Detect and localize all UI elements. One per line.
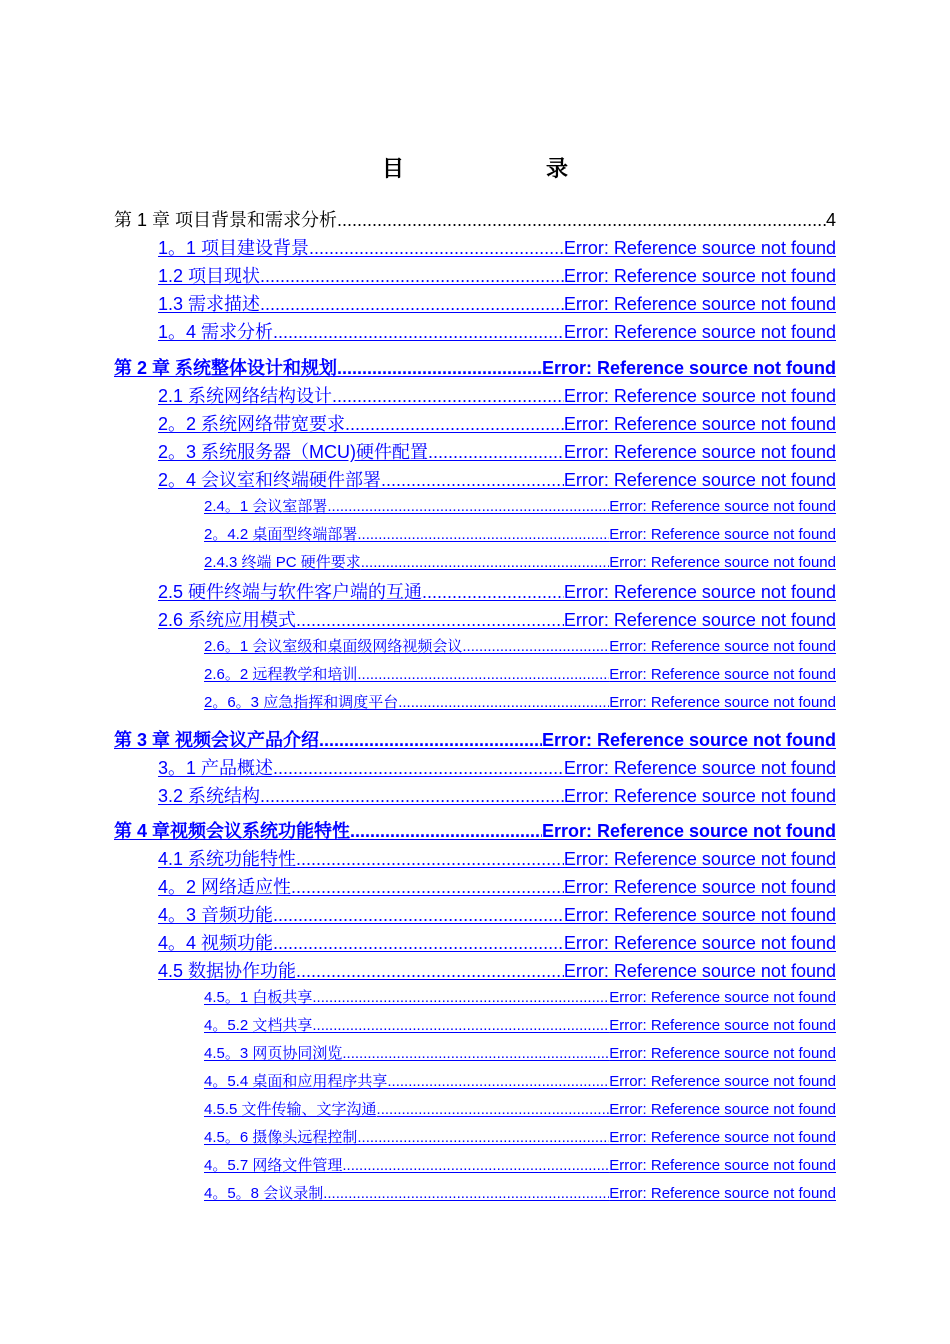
toc-entry[interactable]: [114, 356, 836, 380]
toc-entry-page: 4: [825, 210, 836, 230]
toc-entry[interactable]: [204, 1100, 836, 1120]
toc-dot-leader: [342, 1156, 609, 1176]
toc-dot-leader: [357, 665, 609, 685]
toc-dot-leader: [273, 756, 564, 780]
toc-entry-page: Error: Reference source not found: [563, 266, 836, 286]
toc-entry[interactable]: [204, 1128, 836, 1148]
toc-entry[interactable]: [204, 497, 836, 517]
toc-entry-page: Error: Reference source not found: [609, 554, 836, 571]
toc-entry-label: 2。4 会议室和终端硬件部署: [158, 470, 382, 490]
toc-entry-label: 1.2 项目现状: [158, 266, 261, 286]
toc-dot-leader: [398, 693, 609, 713]
toc-entry[interactable]: [158, 903, 836, 927]
toc-entry[interactable]: [204, 1156, 836, 1176]
toc-entry[interactable]: [158, 412, 836, 436]
toc-entry-label: 4。5.4 桌面和应用程序共享: [204, 1073, 388, 1090]
toc-entry-page: Error: Reference source not found: [609, 694, 836, 711]
toc-entry[interactable]: [204, 1016, 836, 1036]
toc-entry-page: Error: Reference source not found: [563, 414, 836, 434]
toc-entry[interactable]: [158, 580, 836, 604]
toc-dot-leader: [273, 320, 564, 344]
toc-dot-leader: [296, 959, 564, 983]
toc-dot-leader: [357, 1128, 609, 1148]
toc-entry: [114, 208, 836, 232]
toc-entry[interactable]: [204, 665, 836, 685]
toc-entry-page: Error: Reference source not found: [563, 961, 836, 981]
toc-entry-page: Error: Reference source not found: [609, 1101, 836, 1118]
toc-dot-leader: [422, 580, 564, 604]
toc-entry-page: Error: Reference source not found: [563, 322, 836, 342]
toc-entry-page: Error: Reference source not found: [563, 786, 836, 806]
toc-dot-leader: [361, 553, 610, 573]
toc-entry[interactable]: [158, 608, 836, 632]
toc-dot-leader: [387, 1072, 609, 1092]
toc-entry[interactable]: [158, 875, 836, 899]
toc-entry-page: Error: Reference source not found: [541, 358, 836, 378]
toc-entry-page: Error: Reference source not found: [563, 905, 836, 925]
toc-entry-label: 2.4。1 会议室部署: [204, 498, 328, 515]
toc-dot-leader: [345, 412, 564, 436]
toc-dot-leader: [350, 819, 542, 843]
toc-entry[interactable]: [158, 320, 836, 344]
toc-entry-label: 4。3 音频功能: [158, 905, 274, 925]
toc-dot-leader: [381, 468, 564, 492]
toc-entry-page: Error: Reference source not found: [609, 666, 836, 683]
toc-entry-page: Error: Reference source not found: [609, 1017, 836, 1034]
toc-dot-leader: [337, 356, 542, 380]
toc-entry-label: 4.5。3 网页协同浏览: [204, 1045, 343, 1062]
toc-entry-page: Error: Reference source not found: [563, 877, 836, 897]
toc-dot-leader: [309, 236, 564, 260]
toc-dot-leader: [377, 1100, 610, 1120]
toc-entry-label: 1。4 需求分析: [158, 322, 274, 342]
toc-entry[interactable]: [204, 1184, 836, 1204]
toc-entry[interactable]: [158, 468, 836, 492]
toc-dot-leader: [296, 608, 564, 632]
toc-entry-page: Error: Reference source not found: [609, 1185, 836, 1202]
toc-dot-leader: [337, 208, 826, 232]
toc-entry-page: Error: Reference source not found: [563, 238, 836, 258]
toc-entry[interactable]: [158, 440, 836, 464]
toc-entry-page: Error: Reference source not found: [609, 638, 836, 655]
toc-entry-label: 2.1 系统网络结构设计: [158, 386, 333, 406]
toc-entry-label: 4。4 视频功能: [158, 933, 274, 953]
toc-entry-label: 第 3 章 视频会议产品介绍: [114, 730, 320, 750]
toc-entry[interactable]: [204, 637, 836, 657]
toc-entry[interactable]: [158, 847, 836, 871]
toc-entry-page: Error: Reference source not found: [541, 821, 836, 841]
toc-entry[interactable]: [204, 1044, 836, 1064]
toc-dot-leader: [273, 903, 564, 927]
toc-dot-leader: [312, 988, 609, 1008]
toc-entry-label: 2.6 系统应用模式: [158, 610, 297, 630]
toc-entry-page: Error: Reference source not found: [609, 498, 836, 515]
toc-entry-label: 4.5 数据协作功能: [158, 961, 297, 981]
toc-entry[interactable]: [204, 693, 836, 713]
toc-entry[interactable]: [204, 553, 836, 573]
toc-entry-page: Error: Reference source not found: [563, 582, 836, 602]
toc-entry-label: 4.1 系统功能特性: [158, 849, 297, 869]
toc-dot-leader: [327, 497, 609, 517]
toc-entry-page: Error: Reference source not found: [609, 1157, 836, 1174]
toc-entry-page: Error: Reference source not found: [563, 758, 836, 778]
toc-dot-leader: [260, 292, 564, 316]
toc-entry[interactable]: [158, 931, 836, 955]
toc-entry[interactable]: [158, 292, 836, 316]
toc-entry-label: 4。5。8 会议录制: [204, 1185, 324, 1202]
toc-entry-label: 第 1 章 项目背景和需求分析: [114, 210, 338, 230]
toc-entry-label: 1。1 项目建设背景: [158, 238, 310, 258]
toc-entry-label: 3。1 产品概述: [158, 758, 274, 778]
toc-entry-page: Error: Reference source not found: [609, 1045, 836, 1062]
toc-entry[interactable]: [204, 988, 836, 1008]
toc-dot-leader: [260, 784, 564, 808]
toc-entry[interactable]: [158, 236, 836, 260]
toc-dot-leader: [291, 875, 564, 899]
toc-dot-leader: [319, 728, 542, 752]
toc-entry-page: Error: Reference source not found: [563, 933, 836, 953]
toc-entry-label: 4。5.7 网络文件管理: [204, 1157, 343, 1174]
toc-entry[interactable]: [158, 784, 836, 808]
toc-dot-leader: [462, 637, 609, 657]
toc-entry[interactable]: [204, 1072, 836, 1092]
toc-dot-leader: [428, 440, 564, 464]
toc-entry-page: Error: Reference source not found: [563, 610, 836, 630]
toc-dot-leader: [260, 264, 564, 288]
toc-entry-label: 4.5。1 白板共享: [204, 989, 313, 1006]
toc-entry-page: Error: Reference source not found: [541, 730, 836, 750]
toc-entry-page: Error: Reference source not found: [609, 1073, 836, 1090]
toc-dot-leader: [323, 1184, 609, 1204]
toc-entry-label: 2。2 系统网络带宽要求: [158, 414, 346, 434]
toc-entry-label: 4。2 网络适应性: [158, 877, 292, 897]
toc-entry-page: Error: Reference source not found: [609, 526, 836, 543]
toc-entry-label: 2.6。1 会议室级和桌面级网络视频会议: [204, 638, 463, 655]
toc-entry-label: 3.2 系统结构: [158, 786, 261, 806]
toc-dot-leader: [357, 525, 609, 545]
toc-entry-label: 2.6。2 远程教学和培训: [204, 666, 358, 683]
toc-entry-label: 2。6。3 应急指挥和调度平台: [204, 694, 399, 711]
toc-entry-page: Error: Reference source not found: [563, 470, 836, 490]
toc-entry-page: Error: Reference source not found: [563, 849, 836, 869]
toc-entry[interactable]: [158, 756, 836, 780]
toc-dot-leader: [332, 384, 564, 408]
toc-entry[interactable]: [204, 525, 836, 545]
toc-dot-leader: [273, 931, 564, 955]
toc-entry-page: Error: Reference source not found: [609, 1129, 836, 1146]
toc-entry[interactable]: [114, 819, 836, 843]
toc-entry-label: 2.4.3 终端 PC 硬件要求: [204, 554, 361, 571]
toc-entry-page: Error: Reference source not found: [563, 294, 836, 314]
toc-entry[interactable]: [114, 728, 836, 752]
toc-entry-label: 4.5。6 摄像头远程控制: [204, 1129, 358, 1146]
toc-entry-page: Error: Reference source not found: [563, 442, 836, 462]
toc-entry-label: 第 2 章 系统整体设计和规划: [114, 358, 338, 378]
toc-dot-leader: [296, 847, 564, 871]
toc-dot-leader: [312, 1016, 609, 1036]
toc-entry-label: 第 4 章视频会议系统功能特性: [114, 821, 351, 841]
toc-entry-label: 2。3 系统服务器（MCU)硬件配置: [158, 442, 429, 462]
toc-dot-leader: [342, 1044, 609, 1064]
toc-entry-label: 1.3 需求描述: [158, 294, 261, 314]
toc-entry-page: Error: Reference source not found: [609, 989, 836, 1006]
toc-entry-label: 2.5 硬件终端与软件客户端的互通: [158, 582, 423, 602]
toc-entry[interactable]: [158, 384, 836, 408]
toc-entry[interactable]: [158, 264, 836, 288]
toc-entry-label: 4。5.2 文档共享: [204, 1017, 313, 1034]
page-title: 目 录: [381, 157, 628, 182]
toc-entry-label: 4.5.5 文件传输、文字沟通: [204, 1101, 377, 1118]
toc-entry-page: Error: Reference source not found: [563, 386, 836, 406]
toc-entry-label: 2。4.2 桌面型终端部署: [204, 526, 358, 543]
toc-entry[interactable]: [158, 959, 836, 983]
